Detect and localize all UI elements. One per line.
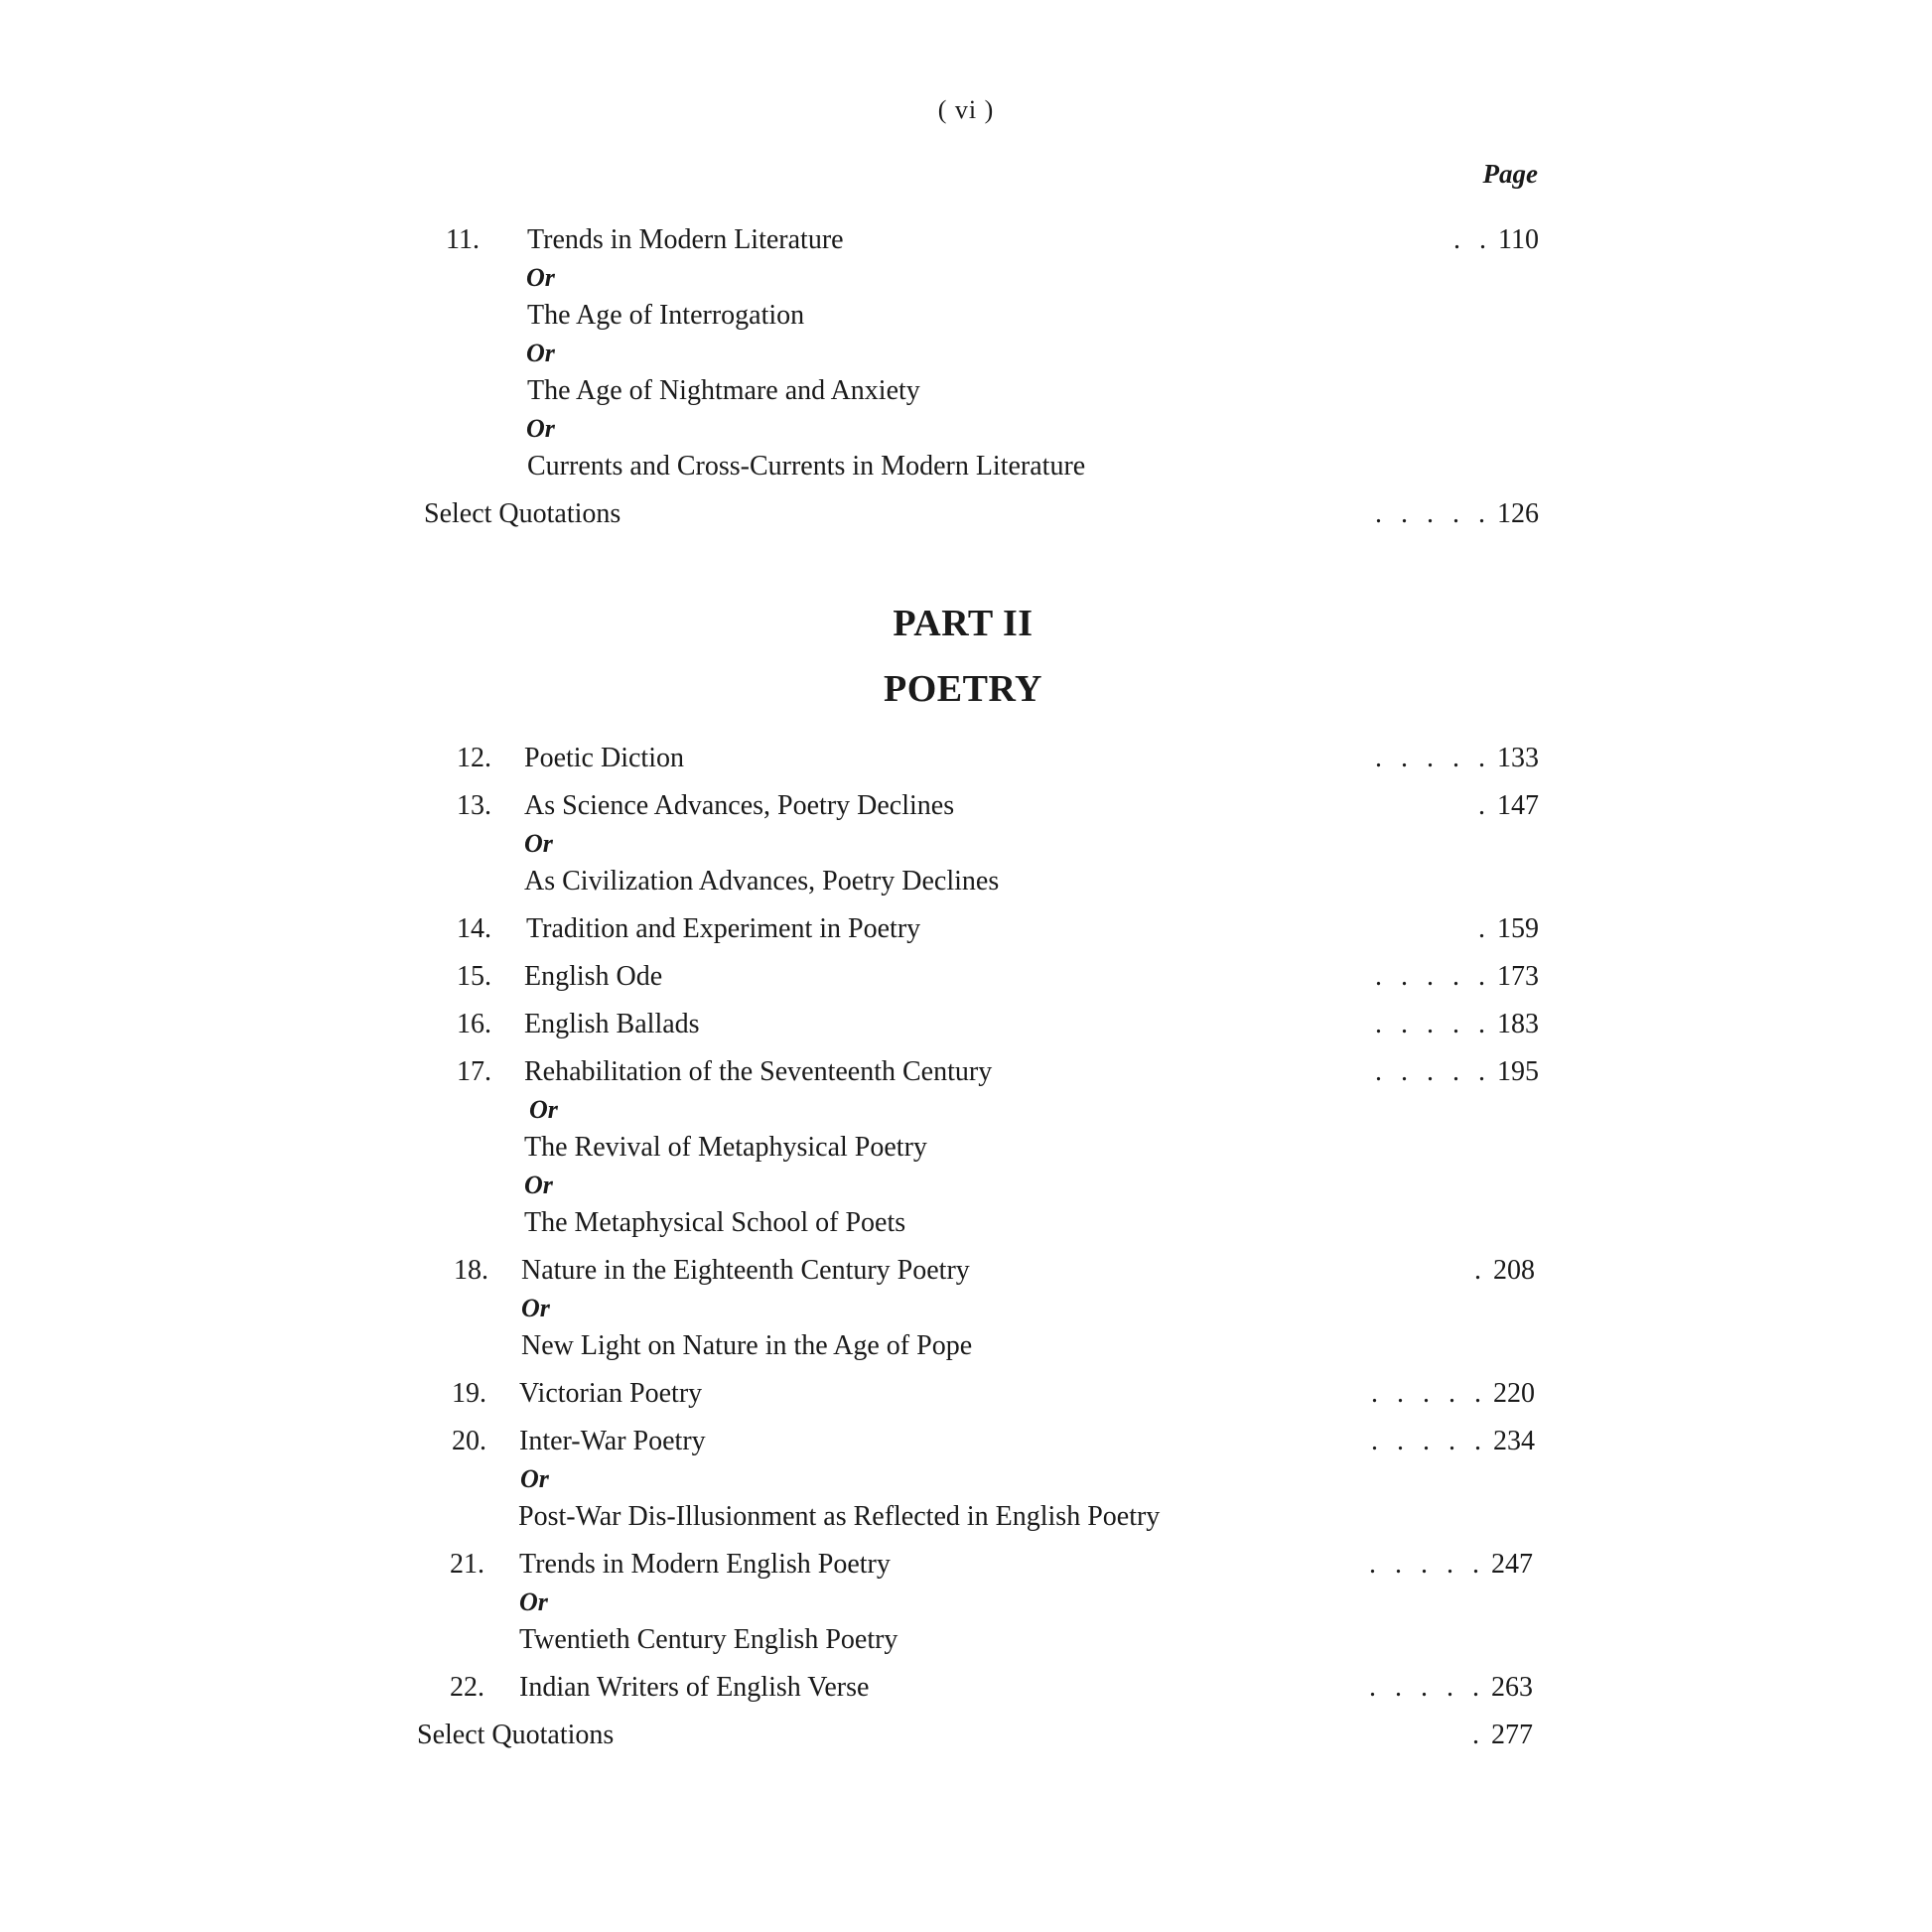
toc-entry-13-page <box>1478 786 1539 826</box>
toc-entry-20-page <box>1371 1422 1535 1461</box>
toc-entry-16-page <box>1375 1005 1539 1044</box>
toc-entry-17-alt-title: The Metaphysical School of Poets <box>524 1207 906 1238</box>
leader-dots: . . . . . <box>1375 743 1491 773</box>
page-ref: 183 <box>1497 1009 1539 1039</box>
part-heading: PART II <box>893 603 1034 644</box>
leader-dots: . . . . . <box>1369 1549 1485 1580</box>
toc-entry-14-number: 14. <box>457 913 491 944</box>
toc-entry-16-number: 16. <box>457 1009 491 1039</box>
select-quotations-page <box>1375 494 1539 534</box>
or-separator: Or <box>521 1294 550 1322</box>
or-separator: Or <box>526 263 555 292</box>
part-subheading: POETRY <box>883 668 1042 710</box>
toc-entry-20-number: 20. <box>452 1426 486 1456</box>
page-column-label: Page <box>1482 159 1538 189</box>
leader-dots: . . . . . <box>1375 498 1491 529</box>
toc-entry-19-number: 19. <box>452 1378 486 1409</box>
leader-dots: . . . . . <box>1371 1378 1487 1409</box>
toc-entry-22-title: Indian Writers of English Verse <box>519 1672 870 1703</box>
or-separator: Or <box>519 1587 548 1616</box>
toc-entry-20-alt-title: Post-War Dis-Illusionment as Reflected in English Poetry <box>518 1501 1161 1532</box>
page-ref: 263 <box>1491 1672 1533 1703</box>
toc-entry-14-page <box>1478 909 1539 949</box>
page-ref: 247 <box>1491 1549 1533 1580</box>
toc-entry-18-number: 18. <box>454 1255 488 1286</box>
leader-dots: . <box>1478 790 1491 821</box>
leader-dots: . . . . . <box>1369 1672 1485 1703</box>
leader-dots: . . . . . <box>1375 1009 1491 1039</box>
toc-entry-13-number: 13. <box>457 790 491 821</box>
toc-entry-21-number: 21. <box>450 1549 484 1580</box>
toc-entry-11-page <box>1453 220 1539 260</box>
or-separator: Or <box>524 1171 553 1199</box>
toc-entry-13-title: As Science Advances, Poetry Declines <box>524 790 955 821</box>
toc-entry-22-number: 22. <box>450 1672 484 1703</box>
leader-dots: . . . . . <box>1375 961 1491 992</box>
page-ref: 195 <box>1497 1056 1539 1087</box>
toc-entry-11-alt-title: Currents and Cross-Currents in Modern Literature <box>527 451 1086 482</box>
select-quotations-title: Select Quotations <box>417 1720 615 1750</box>
page-ref: 110 <box>1498 224 1539 255</box>
toc-entry-18-page <box>1474 1251 1535 1291</box>
toc-entry-15-page <box>1375 957 1539 997</box>
toc-entry-14-title: Tradition and Experiment in Poetry <box>526 913 921 944</box>
toc-entry-15-number: 15. <box>457 961 491 992</box>
toc-entry-11-title: Trends in Modern Literature <box>527 224 844 255</box>
leader-dots: . . . . . <box>1371 1426 1487 1456</box>
toc-entry-11-alt-title: The Age of Interrogation <box>527 300 805 331</box>
toc-entry-12-number: 12. <box>457 743 491 773</box>
toc-entry-19-title: Victorian Poetry <box>519 1378 703 1409</box>
page-ref: 173 <box>1497 961 1539 992</box>
leader-dots: . . . . . <box>1375 1056 1491 1087</box>
or-separator: Or <box>526 414 555 443</box>
toc-entry-17-number: 17. <box>457 1056 491 1087</box>
page-ref: 220 <box>1493 1378 1535 1409</box>
leader-dots: . <box>1478 913 1491 944</box>
toc-entry-11-number: 11. <box>446 224 480 255</box>
toc-entry-18-alt-title: New Light on Nature in the Age of Pope <box>521 1330 973 1361</box>
select-quotations-page <box>1472 1716 1533 1755</box>
toc-entry-17-alt-title: The Revival of Metaphysical Poetry <box>524 1132 927 1163</box>
toc-entry-21-page <box>1369 1545 1533 1585</box>
toc-entry-12-page <box>1375 739 1539 778</box>
page-ref: 133 <box>1497 743 1539 773</box>
or-separator: Or <box>526 339 555 367</box>
page-ref: 126 <box>1497 498 1539 529</box>
page-ref: 208 <box>1493 1255 1535 1286</box>
toc-entry-18-title: Nature in the Eighteenth Century Poetry <box>521 1255 970 1286</box>
toc-entry-21-alt-title: Twentieth Century English Poetry <box>519 1624 898 1655</box>
or-separator: Or <box>524 829 553 858</box>
leader-dots: . <box>1472 1720 1485 1750</box>
toc-entry-11-alt-title: The Age of Nightmare and Anxiety <box>527 375 920 406</box>
leader-dots: . . <box>1453 224 1493 255</box>
or-separator: Or <box>529 1095 558 1124</box>
page-number: ( vi ) <box>937 95 995 124</box>
toc-entry-17-title: Rehabilitation of the Seventeenth Century <box>524 1056 993 1087</box>
select-quotations-title: Select Quotations <box>424 498 621 529</box>
toc-entry-20-title: Inter-War Poetry <box>519 1426 706 1456</box>
page-ref: 277 <box>1491 1720 1533 1750</box>
toc-entry-15-title: English Ode <box>524 961 663 992</box>
toc-entry-12-title: Poetic Diction <box>524 743 684 773</box>
or-separator: Or <box>520 1464 549 1493</box>
leader-dots: . <box>1474 1255 1487 1286</box>
toc-entry-21-title: Trends in Modern English Poetry <box>519 1549 891 1580</box>
toc-entry-17-page <box>1375 1052 1539 1092</box>
page-ref: 147 <box>1497 790 1539 821</box>
toc-entry-16-title: English Ballads <box>524 1009 700 1039</box>
toc-entry-19-page <box>1371 1374 1535 1414</box>
page-ref: 234 <box>1493 1426 1535 1456</box>
toc-entry-22-page <box>1369 1668 1533 1708</box>
page-ref: 159 <box>1497 913 1539 944</box>
toc-entry-13-alt-title: As Civilization Advances, Poetry Declines <box>524 866 1000 897</box>
